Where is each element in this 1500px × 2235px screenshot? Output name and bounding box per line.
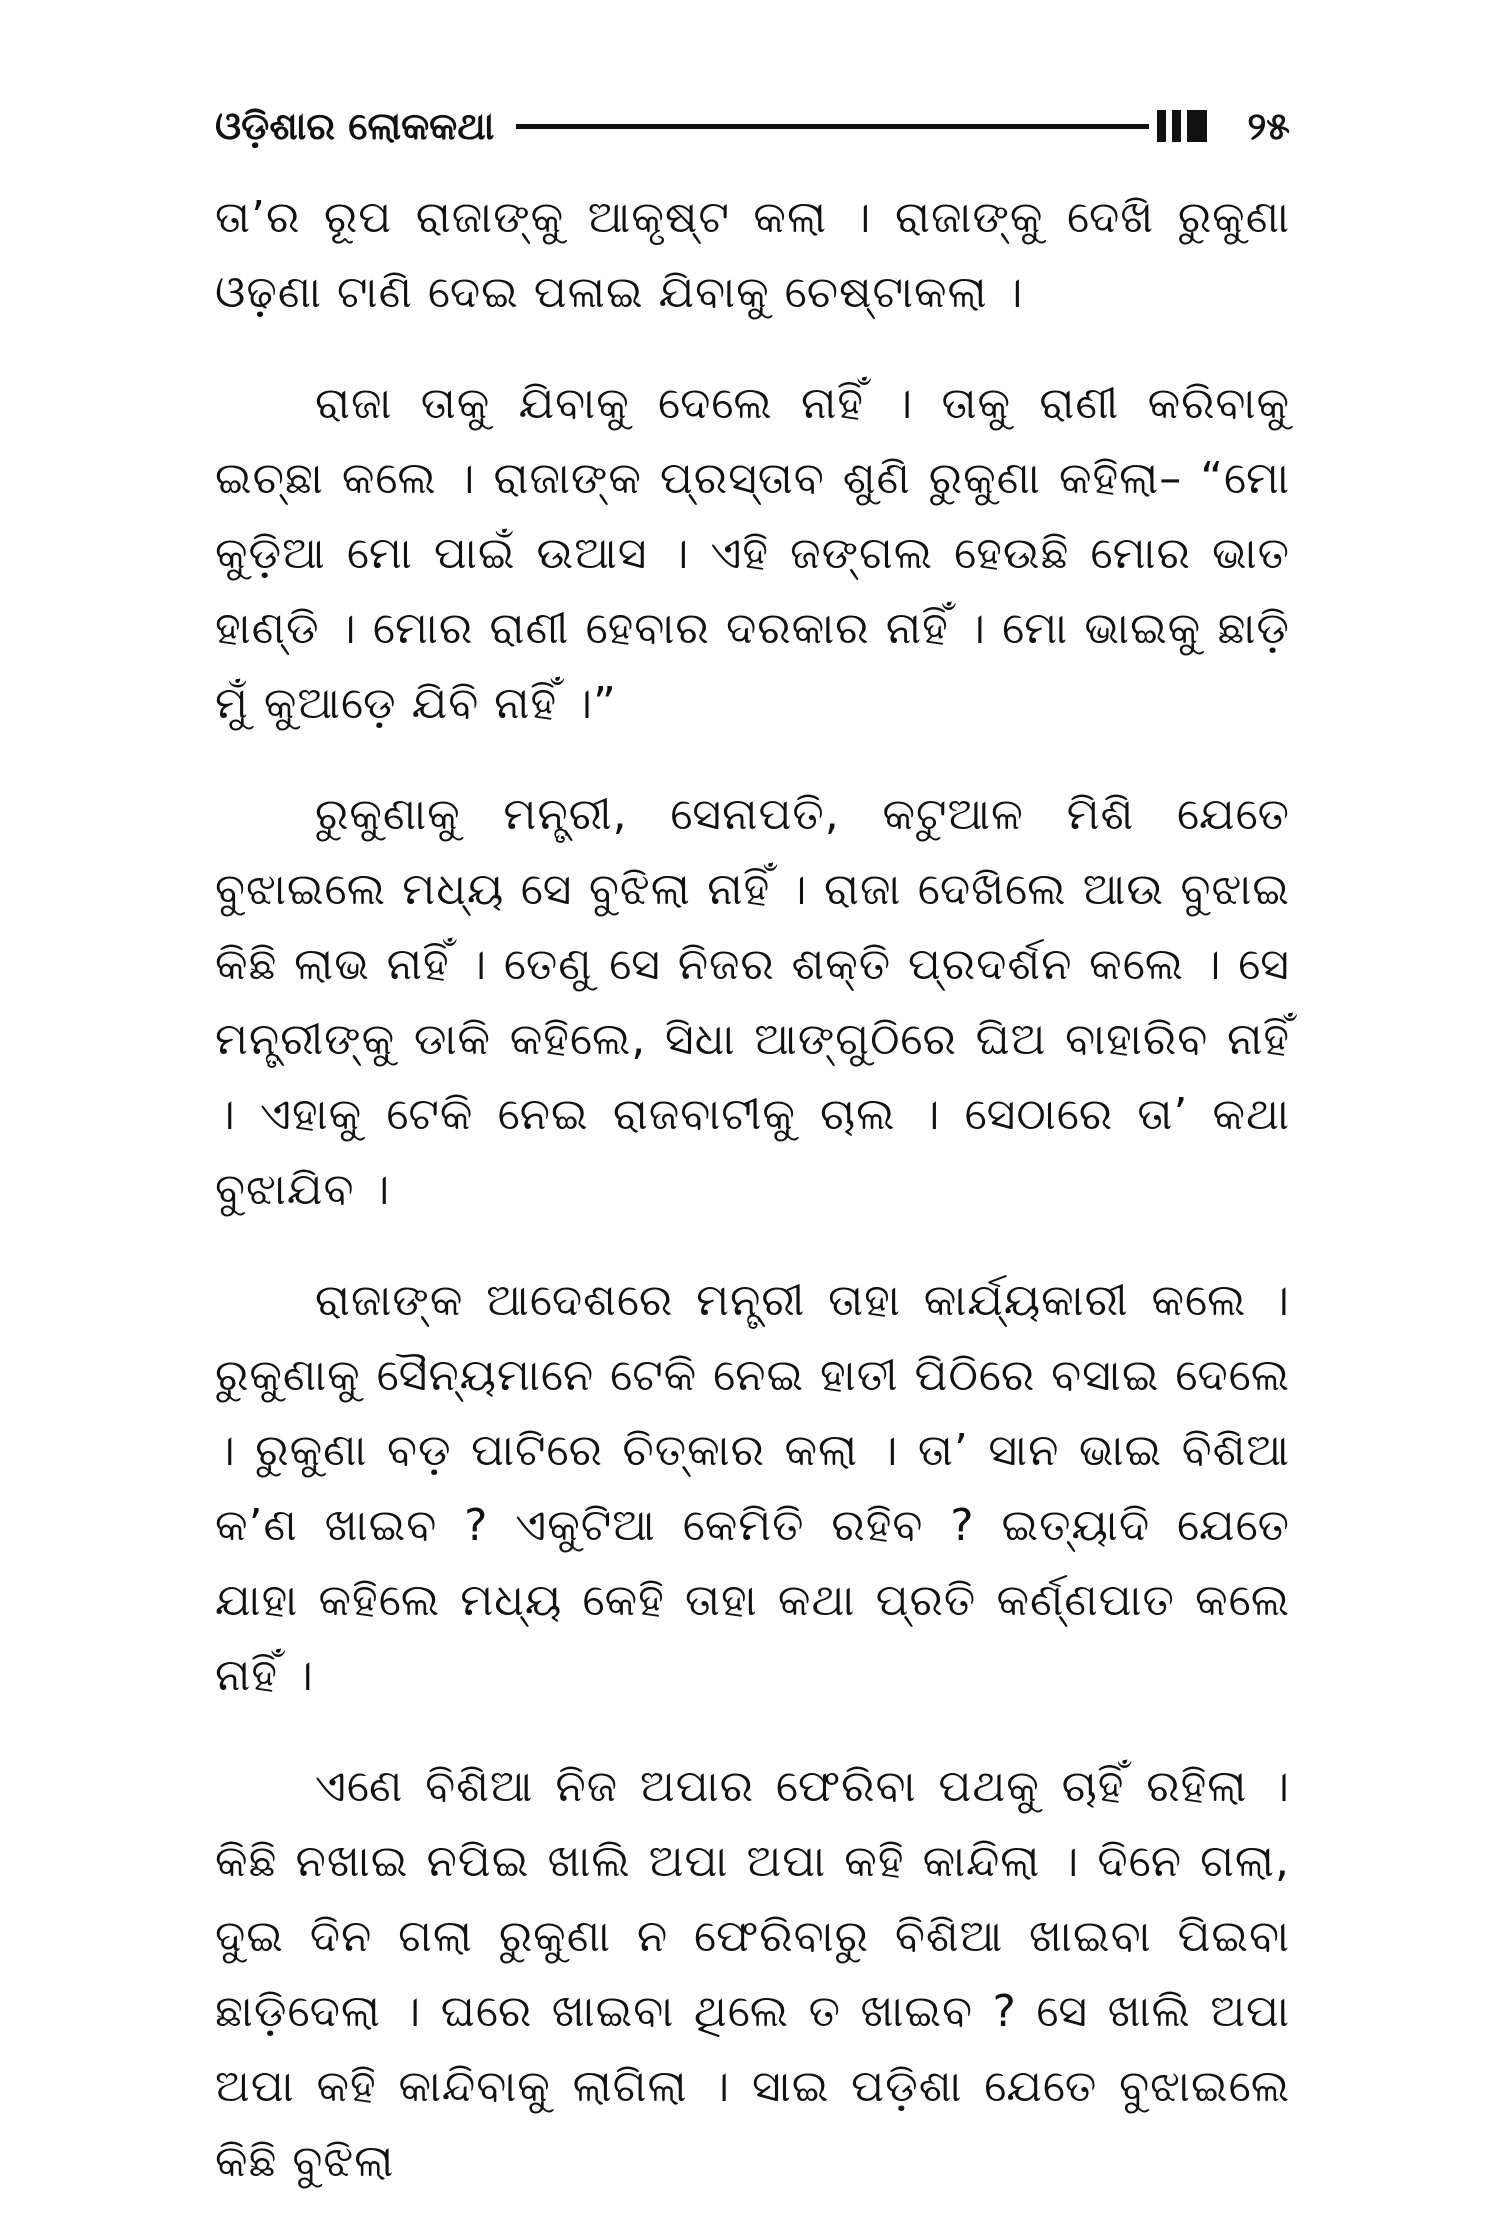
paragraph: ରୁକୁଣାକୁ ମନ୍ତ୍ରୀ, ସେନାପତି, କଟୁଆଳ ମିଶି ଯେତେ ବୁଝାଇଲେ ମଧ୍ୟ ସେ ବୁଝିଲା ନାହିଁ । ରାଜା ଦେଖିଲେ ଆଉ ବୁଝାଇ କିଛି ଲାଭ ନାହିଁ । ତେଣୁ ସେ ନିଜର ଶକ୍ତି ପ୍ରଦର୍ଶନ କଲେ । ସେ ମନ୍ତ୍ରୀଙ୍କୁ ଡାକି କହିଲେ, ସିଧା ଆଙ୍ଗୁଠିରେ ଘିଅ ବାହାରିବ ନାହିଁ । ଏହାକୁ ଟେକି ନେଇ ରାଜବାଟୀକୁ ଚାଲ । ସେଠାରେ ତା’ କଥା ବୁଝାଯିବ । bbox=[215, 789, 1290, 1215]
paragraph: ରାଜାଙ୍କ ଆଦେଶରେ ମନ୍ତ୍ରୀ ତାହା କାର୍ଯ୍ୟକାରୀ କଲେ । ରୁକୁଣାକୁ ସୈନ୍ୟମାନେ ଟେକି ନେଇ ହାତୀ ପିଠିରେ ବସାଇ ଦେଲେ । ରୁକୁଣା ବଡ଼ ପାଟିରେ ଚିତ୍କାର କଲା । ତା’ ସାନ ଭାଇ ବିଶିଆ କ’ଣ ଖାଇବ ? ଏକୁଟିଆ କେମିତି ରହିବ ? ଇତ୍ୟାଦି ଯେତେ ଯାହା କହିଲେ ମଧ୍ୟ କେହି ତାହା କଥା ପ୍ରତି କର୍ଣ୍ଣପାତ କଲେ ନାହିଁ । bbox=[215, 1275, 1290, 1701]
paragraph: ରାଜା ତାକୁ ଯିବାକୁ ଦେଲେ ନାହିଁ । ତାକୁ ରାଣୀ କରିବାକୁ ଇଚ୍ଛା କଲେ । ରାଜାଙ୍କ ପ୍ରସ୍ତାବ ଶୁଣି ରୁକୁଣା କହିଲା– “ମୋ କୁଡ଼ିଆ ମୋ ପାଇଁ ଉଆସ । ଏହି ଜଙ୍ଗଲ ହେଉଛି ମୋର ଭାତ ହାଣ୍ଡି । ମୋର ରାଣୀ ହେବାର ଦରକାର ନାହିଁ । ମୋ ଭାଇକୁ ଛାଡ଼ି ମୁଁ କୁଆଡ଼େ ଯିବି ନାହିଁ ।” bbox=[215, 378, 1290, 729]
ornament-bar bbox=[1157, 110, 1166, 142]
paragraph: ତା’ର ରୂପ ରାଜାଙ୍କୁ ଆକୃଷ୍ଟ କଲା । ରାଜାଙ୍କୁ ଦେଖି ରୁକୁଣା ଓଢ଼ଣା ଟାଣି ଦେଇ ପଳାଇ ଯିବାକୁ ଚେଷ୍ଟାକଲା । bbox=[215, 192, 1290, 318]
header-ornament-bars bbox=[1157, 110, 1207, 142]
running-title: ଓଡ଼ିଶାର ଲୋକକଥା bbox=[215, 104, 495, 148]
ornament-bar bbox=[1187, 110, 1207, 142]
ornament-bar bbox=[1172, 110, 1181, 142]
header-rule bbox=[516, 124, 1149, 129]
body-text bbox=[215, 180, 1290, 2235]
page-number: ୨୫ bbox=[1247, 104, 1290, 148]
page-header bbox=[215, 96, 1290, 156]
paragraph: ଏଣେ ବିଶିଆ ନିଜ ଅପାର ଫେରିବା ପଥକୁ ଚାହିଁ ରହିଲା । କିଛି ନଖାଇ ନପିଇ ଖାଲି ଅପା ଅପା କହି କାନ୍ଦିଲା । ଦିନେ ଗଲା, ଦୁଇ ଦିନ ଗଲା ରୁକୁଣା ନ ଫେରିବାରୁ ବିଶିଆ ଖାଇବା ପିଇବା ଛାଡ଼ିଦେଲା । ଘରେ ଖାଇବା ଥିଲେ ତ ଖାଇବ ? ସେ ଖାଲି ଅପା ଅପା କହି କାନ୍ଦିବାକୁ ଲାଗିଲା । ସାଇ ପଡ଼ିଶା ଯେତେ ବୁଝାଇଲେ କିଛି ବୁଝିଲା bbox=[215, 1761, 1290, 2187]
